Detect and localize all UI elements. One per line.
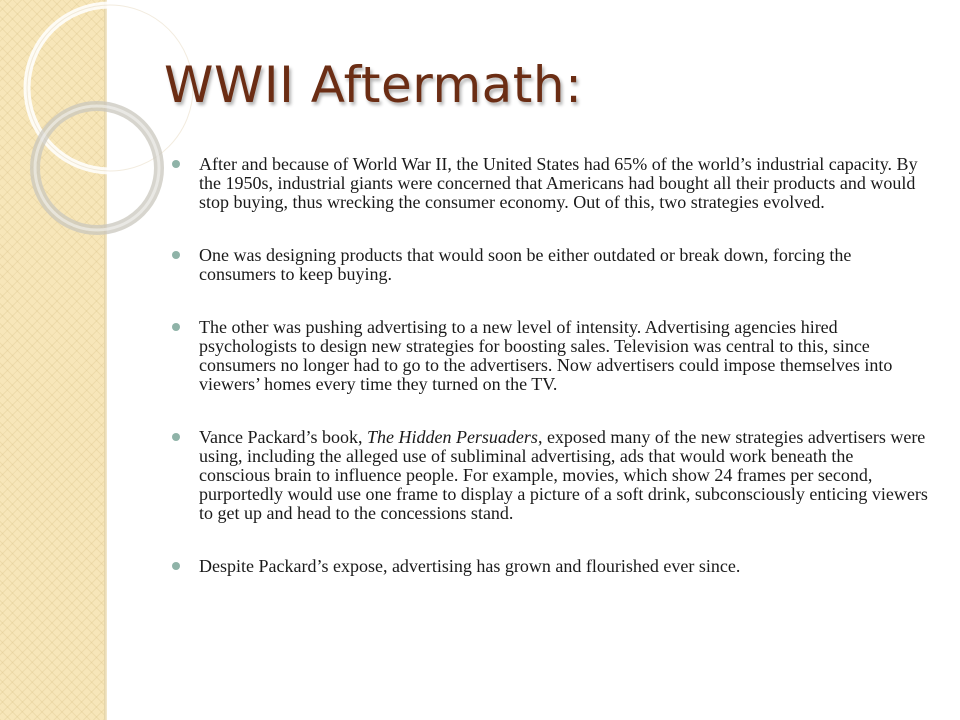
bullet-text: Despite Packard’s expose, advertising has grown and flourished ever since.: [199, 556, 741, 576]
bullet-item: [160, 557, 928, 576]
bullet-text: One was designing products that would soon be either outdated or break down, forcing the consumers to keep buying.: [199, 245, 852, 284]
bullet-dot-icon: [172, 323, 180, 331]
bullet-list: [160, 155, 928, 610]
bullet-text-lead: Vance Packard’s book,: [199, 427, 367, 447]
book-title: The Hidden Persuaders: [366, 427, 538, 447]
bullet-dot-icon: [172, 562, 180, 570]
bullet-text: After and because of World War II, the United States had 65% of the world’s industrial capacity. By the 1950s, industrial giants were concerned that Americans had bought all their products and would stop buying, thus wrecking the consumer economy. Out of this, two strategies evolved.: [199, 154, 918, 212]
bullet-dot-icon: [172, 433, 180, 441]
bullet-text-rest: , exposed many of the new strategies advertisers were using, including the alleged use of subliminal advertising, ads that would work beneath the conscious brain to influence people. For example, movies, which show 24 frames per second, purportedly would use one frame to display a picture of a soft drink, subconsciously enticing viewers to get up and head to the concessions stand.: [199, 427, 928, 523]
bullet-item: [160, 318, 928, 394]
slide-title: WWII Aftermath:: [164, 56, 583, 114]
bullet-item: [160, 246, 928, 284]
bullet-dot-icon: [172, 251, 180, 259]
bullet-item: [160, 428, 928, 523]
bullet-dot-icon: [172, 160, 180, 168]
bullet-text: The other was pushing advertising to a new level of intensity. Advertising agencies hired psychologists to design new strategies for boosting sales. Television was central to this, since consumers no longer had to go to the advertisers. Now advertisers could impose themselves into viewers’ homes every time they turned on the TV.: [199, 317, 893, 394]
bullet-item: [160, 155, 928, 212]
